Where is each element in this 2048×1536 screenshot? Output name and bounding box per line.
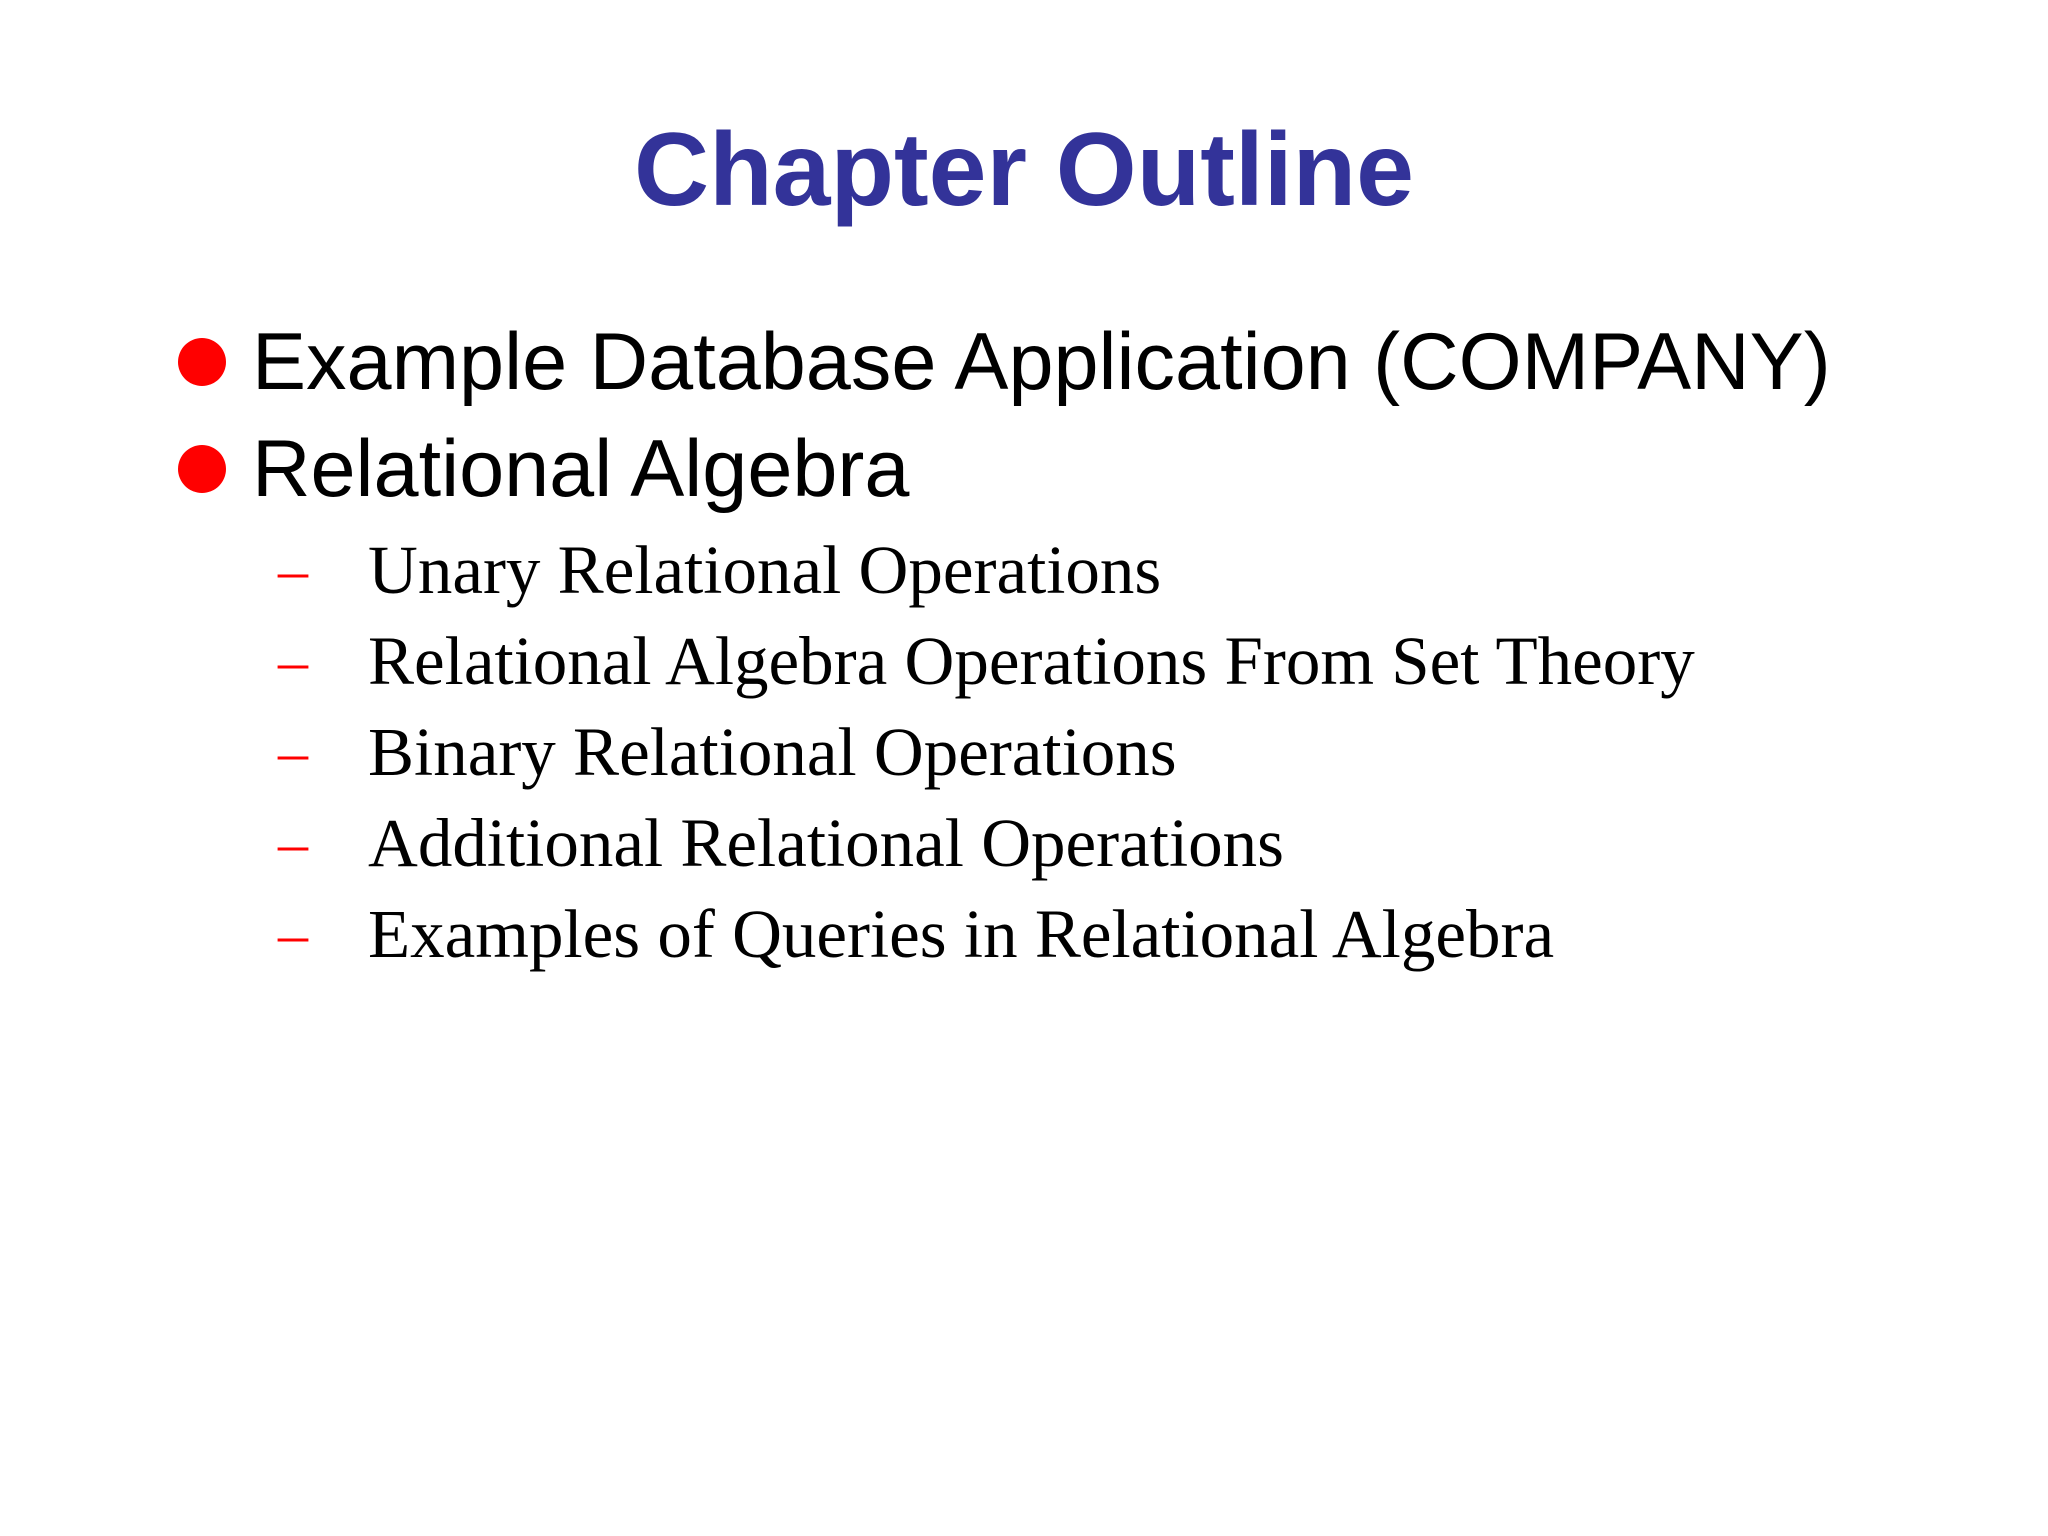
bullet-dot-icon: [178, 445, 226, 493]
sub-bullet-text: Relational Algebra Operations From Set Theory: [368, 623, 1695, 699]
sub-bullet-item: [278, 712, 1177, 792]
sub-bullet-text: Binary Relational Operations: [368, 714, 1177, 790]
bullet-text: Relational Algebra: [252, 424, 910, 514]
sub-bullet-text: Additional Relational Operations: [368, 805, 1284, 881]
bullet-item: [178, 312, 1831, 412]
bullet-item: [178, 419, 909, 519]
dash-marker: –: [278, 901, 308, 967]
bullet-dot-icon: [178, 338, 226, 386]
sub-bullet-item: [278, 894, 1554, 974]
sub-bullet-text: Examples of Queries in Relational Algebra: [368, 896, 1555, 972]
sub-bullet-item: [278, 803, 1284, 883]
bullet-text: Example Database Application (COMPANY): [252, 317, 1831, 407]
slide-title: Chapter Outline: [633, 112, 1415, 228]
dash-marker: –: [278, 628, 308, 694]
sub-bullet-text: Unary Relational Operations: [368, 532, 1162, 608]
dash-marker: –: [278, 719, 308, 785]
sub-bullet-item: [278, 621, 1695, 701]
sub-bullet-item: [278, 530, 1161, 610]
dash-marker: –: [278, 537, 308, 603]
dash-marker: –: [278, 810, 308, 876]
